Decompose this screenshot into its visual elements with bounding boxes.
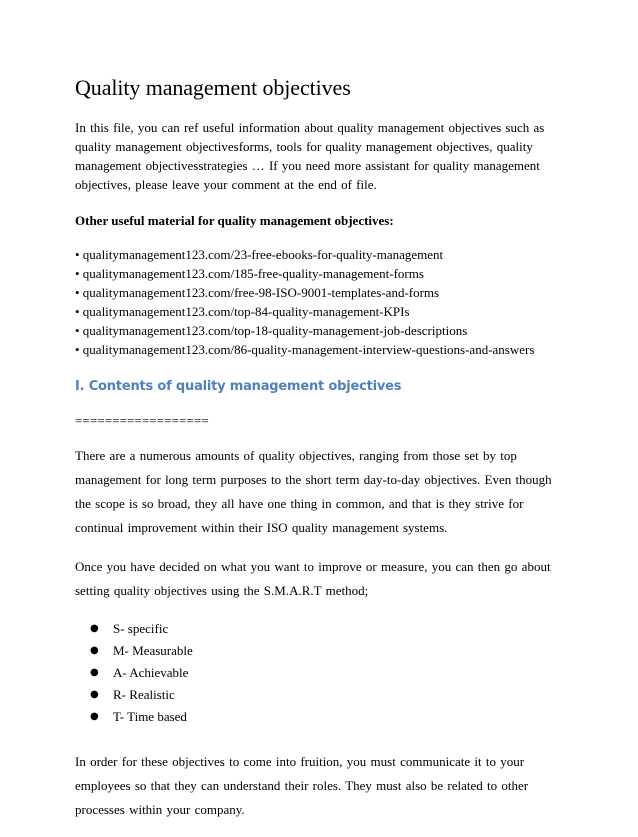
smart-item-text: M- Measurable bbox=[113, 643, 193, 658]
paragraph-communication: In order for these objectives to come into fruition, you must communicate it to your employees so that they can understand their roles. They must also be related to other processes within your company. bbox=[75, 754, 529, 817]
smart-list-item bbox=[90, 706, 565, 728]
smart-item-text: R- Realistic bbox=[113, 687, 175, 702]
resource-link-list bbox=[75, 245, 565, 359]
resource-link[interactable]: • qualitymanagement123.com/86-quality-management-interview-questions-and-answers bbox=[75, 342, 535, 357]
resource-link[interactable]: • qualitymanagement123.com/free-98-ISO-9001-templates-and-forms bbox=[75, 285, 440, 300]
smart-item-text: T- Time based bbox=[113, 709, 187, 724]
smart-list-item bbox=[90, 662, 565, 684]
bullet-icon: ● bbox=[90, 711, 99, 722]
smart-item-text: A- Achievable bbox=[113, 665, 189, 680]
bullet-icon: ● bbox=[90, 623, 99, 634]
equals-divider: ================== bbox=[75, 413, 209, 428]
intro-paragraph: In this file, you can ref useful information about quality management objectives such as quality management objectivesforms, tools for quality management objectives, quality management objectivesstrategies … If you need more assistant for quality management objectives, please leave your comment at the end of file. bbox=[75, 120, 545, 192]
resource-link[interactable]: • qualitymanagement123.com/top-18-quality-management-job-descriptions bbox=[75, 323, 468, 338]
resource-link[interactable]: • qualitymanagement123.com/top-84-quality-management-KPIs bbox=[75, 304, 410, 319]
paragraph-quality-objectives: There are a numerous amounts of quality objectives, ranging from those set by top management for long term purposes to the short term day-to-day objectives. Even though the scope is so broad, they all have one thing in common, and that is they strive for continual improvement within their ISO quality management systems. bbox=[75, 448, 552, 535]
bullet-icon: ● bbox=[90, 667, 99, 678]
bullet-icon: ● bbox=[90, 645, 99, 656]
smart-list-item bbox=[90, 684, 565, 706]
paragraph-smart-intro: Once you have decided on what you want to improve or measure, you can then go about setting quality objectives using the S.M.A.R.T method; bbox=[75, 559, 551, 598]
document-page bbox=[75, 75, 565, 837]
section-heading: I. Contents of quality management objectives bbox=[75, 379, 402, 394]
smart-list-item bbox=[90, 618, 565, 640]
other-material-heading: Other useful material for quality management objectives: bbox=[75, 213, 394, 228]
smart-item-text: S- specific bbox=[113, 621, 169, 636]
resource-link[interactable]: • qualitymanagement123.com/185-free-quality-management-forms bbox=[75, 266, 424, 281]
bullet-icon: ● bbox=[90, 689, 99, 700]
smart-list bbox=[75, 618, 565, 728]
smart-list-item bbox=[90, 640, 565, 662]
resource-link[interactable]: • qualitymanagement123.com/23-free-ebooks-for-quality-management bbox=[75, 247, 444, 262]
document-title: Quality management objectives bbox=[75, 75, 351, 100]
